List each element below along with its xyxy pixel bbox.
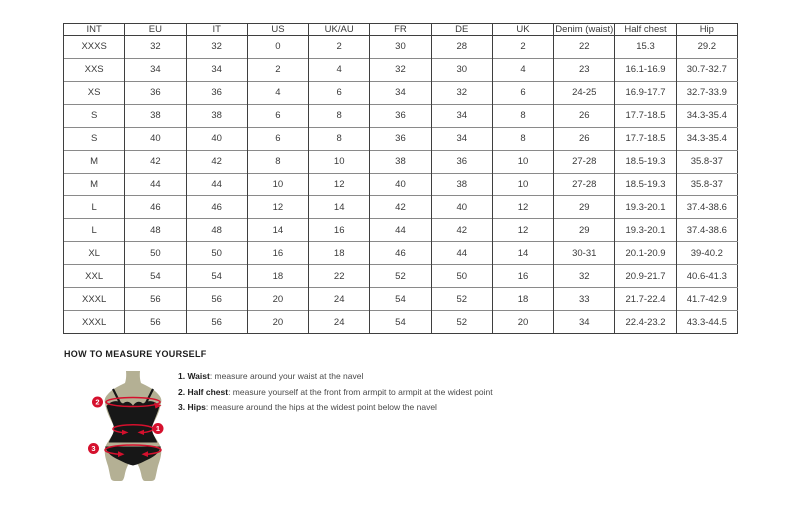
table-cell: 2 xyxy=(492,36,553,59)
table-cell: 6 xyxy=(247,127,308,150)
table-cell: 18 xyxy=(492,288,553,311)
column-header: UK/AU xyxy=(309,24,370,36)
column-header: FR xyxy=(370,24,431,36)
table-cell: 20.9-21.7 xyxy=(615,265,676,288)
measure-step xyxy=(178,371,493,381)
table-cell: 35.8-37 xyxy=(676,150,737,173)
table-cell: M xyxy=(64,173,125,196)
table-cell: 50 xyxy=(125,242,186,265)
table-cell: 14 xyxy=(247,219,308,242)
table-cell: 10 xyxy=(309,150,370,173)
table-cell: 14 xyxy=(492,242,553,265)
column-header: INT xyxy=(64,24,125,36)
table-cell: S xyxy=(64,104,125,127)
marker-waist-number: 1 xyxy=(155,424,161,434)
swimsuit-top xyxy=(107,401,160,442)
table-cell: 32 xyxy=(431,81,492,104)
table-row xyxy=(64,173,738,196)
table-cell: 54 xyxy=(370,311,431,334)
table-cell: 4 xyxy=(492,58,553,81)
measure-step xyxy=(178,402,493,412)
table-cell: XXS xyxy=(64,58,125,81)
marker-hips-number: 3 xyxy=(91,444,96,454)
table-cell: 23 xyxy=(554,58,615,81)
table-row xyxy=(64,36,738,59)
table-cell: 19.3-20.1 xyxy=(615,219,676,242)
table-cell: 18.5-19.3 xyxy=(615,150,676,173)
table-cell: 34 xyxy=(431,104,492,127)
table-cell: 24-25 xyxy=(554,81,615,104)
table-cell: 16.9-17.7 xyxy=(615,81,676,104)
table-cell: 16 xyxy=(247,242,308,265)
table-cell: 17.7-18.5 xyxy=(615,127,676,150)
table-cell: XXXL xyxy=(64,288,125,311)
table-cell: 32 xyxy=(554,265,615,288)
table-cell: 30-31 xyxy=(554,242,615,265)
table-cell: 40.6-41.3 xyxy=(676,265,737,288)
table-cell: 24 xyxy=(309,288,370,311)
table-cell: 15.3 xyxy=(615,36,676,59)
table-cell: XXXL xyxy=(64,311,125,334)
size-chart-table xyxy=(63,23,738,334)
table-cell: 4 xyxy=(247,81,308,104)
table-cell: 41.7-42.9 xyxy=(676,288,737,311)
table-cell: 17.7-18.5 xyxy=(615,104,676,127)
table-cell: 32.7-33.9 xyxy=(676,81,737,104)
table-cell: 44 xyxy=(370,219,431,242)
table-cell: 10 xyxy=(492,150,553,173)
measure-step xyxy=(178,387,493,397)
table-cell: 30 xyxy=(431,58,492,81)
table-cell: 38 xyxy=(125,104,186,127)
column-header: US xyxy=(247,24,308,36)
table-row xyxy=(64,104,738,127)
measure-step-label: 3. Hips xyxy=(178,402,206,412)
column-header: Half chest xyxy=(615,24,676,36)
column-header: UK xyxy=(492,24,553,36)
table-cell: XXL xyxy=(64,265,125,288)
table-cell: 52 xyxy=(431,288,492,311)
column-header: Hip xyxy=(676,24,737,36)
table-cell: 26 xyxy=(554,127,615,150)
table-cell: 6 xyxy=(309,81,370,104)
table-cell: 34.3-35.4 xyxy=(676,127,737,150)
table-cell: 46 xyxy=(186,196,247,219)
table-cell: 52 xyxy=(370,265,431,288)
table-cell: 18.5-19.3 xyxy=(615,173,676,196)
table-cell: 40 xyxy=(186,127,247,150)
table-cell: 40 xyxy=(431,196,492,219)
table-cell: 50 xyxy=(186,242,247,265)
table-row xyxy=(64,242,738,265)
table-cell: 22.4-23.2 xyxy=(615,311,676,334)
table-cell: 32 xyxy=(370,58,431,81)
table-cell: 54 xyxy=(186,265,247,288)
table-cell: 36 xyxy=(370,127,431,150)
table-cell: XL xyxy=(64,242,125,265)
measure-step-text: : measure around your waist at the navel xyxy=(209,371,364,381)
table-cell: 38 xyxy=(370,150,431,173)
table-cell: XXXS xyxy=(64,36,125,59)
table-cell: 19.3-20.1 xyxy=(615,196,676,219)
table-cell: 30 xyxy=(370,36,431,59)
table-cell: 12 xyxy=(309,173,370,196)
table-cell: 22 xyxy=(554,36,615,59)
table-cell: 36 xyxy=(186,81,247,104)
table-cell: 2 xyxy=(309,36,370,59)
measure-step-label: 1. Waist xyxy=(178,371,210,381)
table-cell: 44 xyxy=(431,242,492,265)
table-cell: 8 xyxy=(309,104,370,127)
table-cell: 20 xyxy=(247,288,308,311)
table-cell: 20 xyxy=(492,311,553,334)
table-cell: 36 xyxy=(431,150,492,173)
size-chart-header xyxy=(64,24,738,36)
table-cell: 12 xyxy=(492,219,553,242)
size-table-body xyxy=(64,36,738,334)
measure-step-text: : measure yourself at the front from armpit to armpit at the widest point xyxy=(228,386,493,397)
table-cell: 8 xyxy=(247,150,308,173)
table-cell: XS xyxy=(64,81,125,104)
table-cell: 56 xyxy=(186,311,247,334)
table-cell: 6 xyxy=(247,104,308,127)
table-cell: 26 xyxy=(554,104,615,127)
table-row xyxy=(64,58,738,81)
table-cell: 42 xyxy=(186,150,247,173)
table-cell: 12 xyxy=(492,196,553,219)
table-cell: 8 xyxy=(309,127,370,150)
table-cell: 42 xyxy=(125,150,186,173)
table-cell: 34 xyxy=(186,58,247,81)
table-cell: 38 xyxy=(186,104,247,127)
table-cell: 14 xyxy=(309,196,370,219)
table-cell: 54 xyxy=(125,265,186,288)
marker-hips xyxy=(88,443,99,454)
table-cell: 29 xyxy=(554,219,615,242)
table-cell: 27-28 xyxy=(554,150,615,173)
table-cell: 6 xyxy=(492,81,553,104)
table-cell: 21.7-22.4 xyxy=(615,288,676,311)
table-cell: 48 xyxy=(186,219,247,242)
table-cell: 34 xyxy=(125,58,186,81)
table-cell: 10 xyxy=(492,173,553,196)
table-cell: 54 xyxy=(370,288,431,311)
table-row xyxy=(64,127,738,150)
table-cell: 46 xyxy=(370,242,431,265)
table-row xyxy=(64,265,738,288)
marker-chest xyxy=(92,397,103,408)
column-header: DE xyxy=(431,24,492,36)
table-cell: 34 xyxy=(370,81,431,104)
table-cell: 44 xyxy=(186,173,247,196)
column-header: IT xyxy=(186,24,247,36)
table-cell: 20 xyxy=(247,311,308,334)
table-cell: 39-40.2 xyxy=(676,242,737,265)
measure-steps xyxy=(178,371,493,418)
table-row xyxy=(64,311,738,334)
table-cell: 18 xyxy=(247,265,308,288)
table-cell: L xyxy=(64,219,125,242)
table-cell: L xyxy=(64,196,125,219)
table-cell: 36 xyxy=(370,104,431,127)
table-cell: 38 xyxy=(431,173,492,196)
table-cell: 34.3-35.4 xyxy=(676,104,737,127)
table-cell: 0 xyxy=(247,36,308,59)
measure-section-title: HOW TO MEASURE YOURSELF xyxy=(64,349,207,359)
table-cell: 34 xyxy=(431,127,492,150)
table-cell: 18 xyxy=(309,242,370,265)
table-cell: 27-28 xyxy=(554,173,615,196)
table-cell: 16.1-16.9 xyxy=(615,58,676,81)
table-cell: 37.4-38.6 xyxy=(676,196,737,219)
table-cell: 56 xyxy=(125,288,186,311)
table-cell: 16 xyxy=(492,265,553,288)
table-row xyxy=(64,196,738,219)
table-cell: 33 xyxy=(554,288,615,311)
table-row xyxy=(64,219,738,242)
table-row xyxy=(64,288,738,311)
table-cell: S xyxy=(64,127,125,150)
table-cell: 46 xyxy=(125,196,186,219)
size-table-header-row xyxy=(64,24,738,36)
table-cell: 29.2 xyxy=(676,36,737,59)
table-cell: 43.3-44.5 xyxy=(676,311,737,334)
table-cell: 35.8-37 xyxy=(676,173,737,196)
table-cell: 8 xyxy=(492,127,553,150)
table-cell: 28 xyxy=(431,36,492,59)
table-cell: 56 xyxy=(125,311,186,334)
marker-waist xyxy=(153,423,164,434)
mannequin-figure xyxy=(82,369,187,499)
table-cell: 50 xyxy=(431,265,492,288)
table-cell: 37.4-38.6 xyxy=(676,219,737,242)
column-header: Denim (waist) xyxy=(555,24,614,35)
table-cell: M xyxy=(64,150,125,173)
marker-chest-number: 2 xyxy=(95,397,100,407)
table-cell: 42 xyxy=(431,219,492,242)
table-cell: 4 xyxy=(309,58,370,81)
table-cell: 34 xyxy=(554,311,615,334)
measure-step-text: : measure around the hips at the widest point below the navel xyxy=(205,402,437,412)
table-cell: 29 xyxy=(554,196,615,219)
table-cell: 24 xyxy=(309,311,370,334)
table-cell: 40 xyxy=(125,127,186,150)
table-cell: 52 xyxy=(431,311,492,334)
table-cell: 16 xyxy=(309,219,370,242)
table-cell: 42 xyxy=(370,196,431,219)
table-cell: 10 xyxy=(247,173,308,196)
table-cell: 36 xyxy=(125,81,186,104)
table-row xyxy=(64,150,738,173)
table-cell: 30.7-32.7 xyxy=(676,58,737,81)
table-cell: 32 xyxy=(125,36,186,59)
table-cell: 40 xyxy=(370,173,431,196)
table-cell: 12 xyxy=(247,196,308,219)
table-cell: 44 xyxy=(125,173,186,196)
table-cell: 22 xyxy=(309,265,370,288)
table-row xyxy=(64,81,738,104)
table-cell: 48 xyxy=(125,219,186,242)
column-header: EU xyxy=(125,24,186,36)
table-cell: 20.1-20.9 xyxy=(615,242,676,265)
table-cell: 2 xyxy=(247,58,308,81)
table-cell: 8 xyxy=(492,104,553,127)
measure-step-label: 2. Half chest xyxy=(178,386,229,397)
table-cell: 32 xyxy=(186,36,247,59)
table-cell: 56 xyxy=(186,288,247,311)
